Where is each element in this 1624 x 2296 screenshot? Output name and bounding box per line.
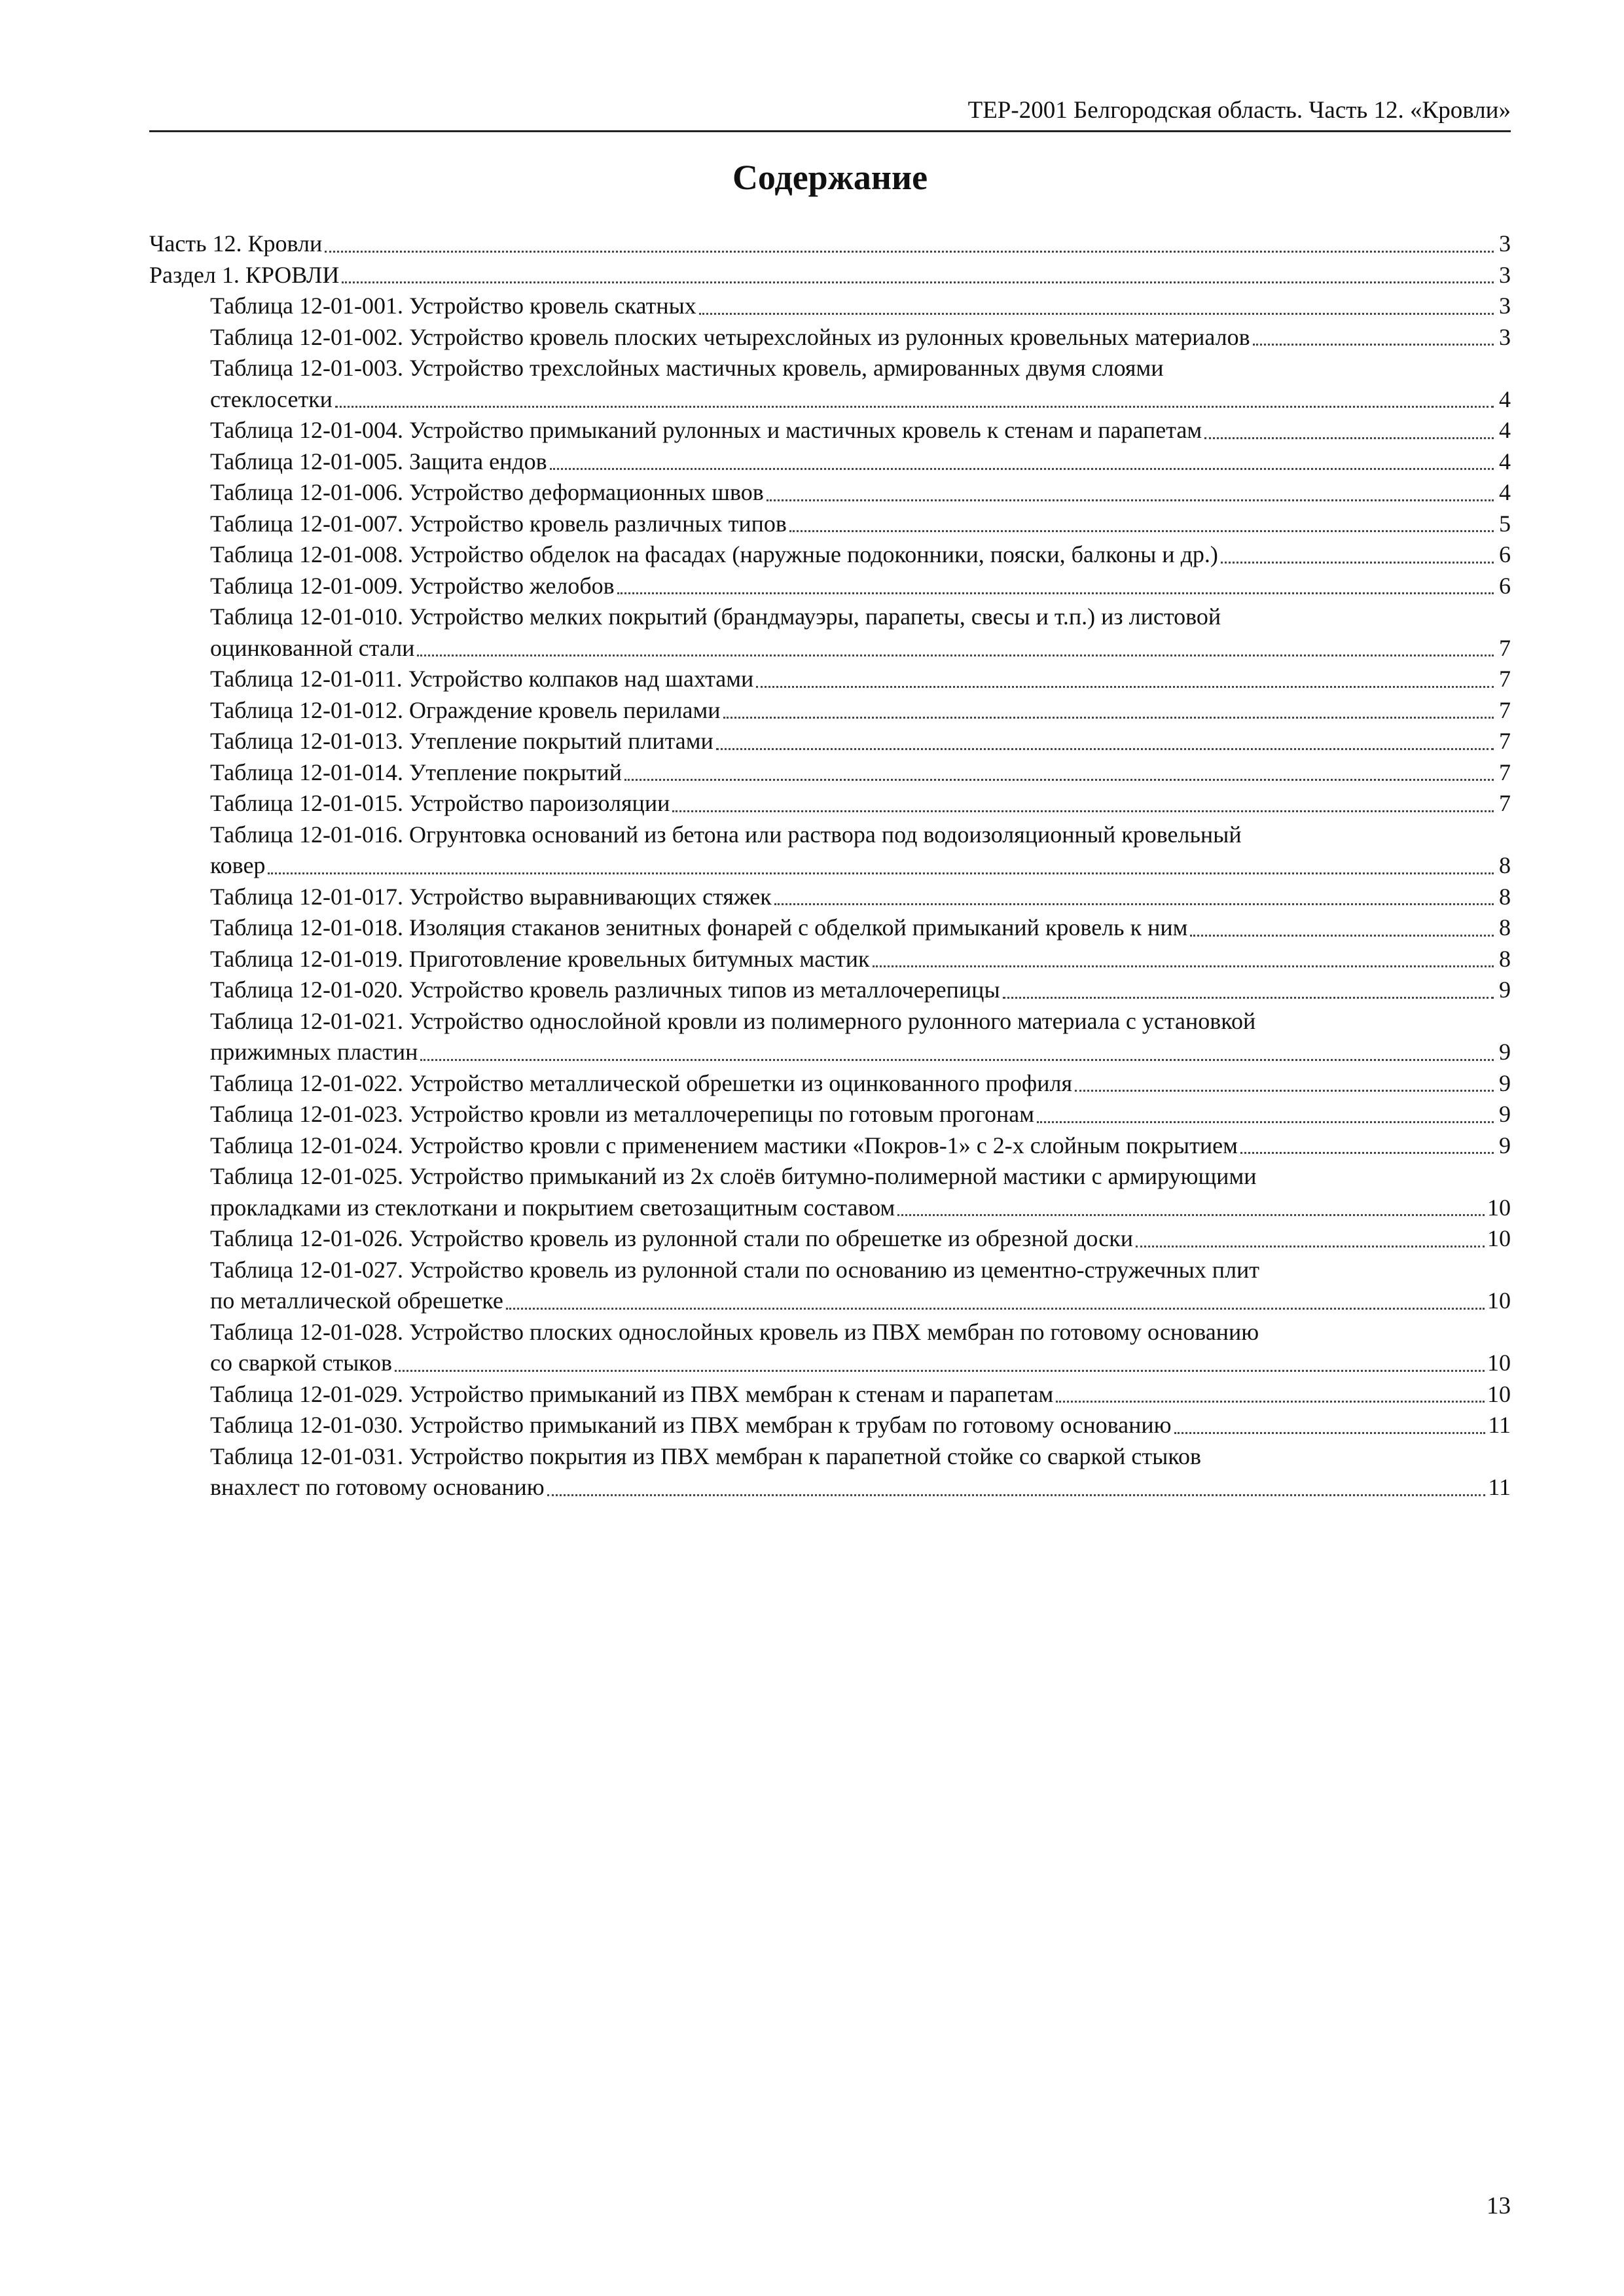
toc-page-number: 8 bbox=[1499, 914, 1511, 941]
toc-dot-leader bbox=[789, 530, 1494, 532]
toc-entry[interactable] bbox=[149, 446, 1511, 478]
toc-entry-text: стеклосетки bbox=[210, 386, 333, 412]
toc-entry[interactable] bbox=[149, 415, 1511, 446]
toc-dot-leader bbox=[395, 1370, 1485, 1372]
toc-entry[interactable] bbox=[149, 509, 1511, 540]
toc-entry[interactable] bbox=[149, 1006, 1511, 1068]
toc-page-number: 7 bbox=[1499, 790, 1511, 816]
toc-entry-text-line: Таблица 12-01-031. Устройство покрытия из ПВХ мембран к парапетной стойке со сваркой стыков bbox=[210, 1443, 1201, 1469]
toc-page-number: 5 bbox=[1499, 510, 1511, 537]
toc-page-number: 10 bbox=[1487, 1350, 1511, 1376]
toc-page-number: 6 bbox=[1499, 541, 1511, 567]
toc-dot-leader bbox=[506, 1308, 1485, 1310]
toc-entry-text: Таблица 12-01-012. Ограждение кровель перилами bbox=[210, 696, 721, 723]
toc-dot-leader bbox=[617, 592, 1494, 594]
toc-entry-text: оцинкованной стали bbox=[210, 634, 415, 661]
toc-dot-leader bbox=[723, 717, 1494, 719]
toc-entry-text-line: Таблица 12-01-010. Устройство мелких покрытий (брандмауэры, парапеты, свесы и т.п.) из листовой bbox=[210, 603, 1221, 630]
toc-entry-text-line: Таблица 12-01-021. Устройство однослойной кровли из полимерного рулонного материала с установкой bbox=[210, 1007, 1256, 1034]
toc-page-number: 9 bbox=[1499, 1101, 1511, 1127]
toc-entry-text: со сваркой стыков bbox=[210, 1350, 392, 1376]
toc-dot-leader bbox=[268, 872, 1494, 874]
toc-entry-text: Таблица 12-01-020. Устройство кровель различных типов из металлочерепицы bbox=[210, 977, 1000, 1003]
toc-entry[interactable] bbox=[149, 975, 1511, 1006]
toc-entry-text: прокладками из стеклоткани и покрытием светозащитным составом bbox=[210, 1194, 895, 1221]
toc-dot-leader bbox=[1037, 1121, 1494, 1123]
page-title: Содержание bbox=[732, 158, 928, 197]
toc-page-number: 8 bbox=[1499, 852, 1511, 878]
toc-entry-text: внахлест по готовому основанию bbox=[210, 1474, 545, 1500]
toc-entry[interactable] bbox=[149, 260, 1511, 291]
toc-page-number: 8 bbox=[1499, 883, 1511, 910]
toc-entry[interactable] bbox=[149, 571, 1511, 602]
toc-dot-leader bbox=[1190, 935, 1494, 937]
toc-entry[interactable] bbox=[149, 477, 1511, 509]
toc-entry-text: Таблица 12-01-030. Устройство примыканий из ПВХ мембран к трубам по готовому основанию bbox=[210, 1412, 1172, 1438]
toc-dot-leader bbox=[335, 406, 1494, 408]
toc-dot-leader bbox=[1056, 1401, 1485, 1403]
toc-entry[interactable] bbox=[149, 1255, 1511, 1317]
toc-page-number: 7 bbox=[1499, 728, 1511, 754]
toc-entry-text: Таблица 12-01-023. Устройство кровли из металлочерепицы по готовым прогонам bbox=[210, 1101, 1035, 1127]
toc-entry-text: прижимных пластин bbox=[210, 1039, 418, 1065]
toc-dot-leader bbox=[342, 281, 1494, 283]
toc-dot-leader bbox=[1253, 344, 1494, 346]
toc-entry-text: Таблица 12-01-001. Устройство кровель скатных bbox=[210, 293, 696, 319]
toc-page-number: 4 bbox=[1499, 417, 1511, 443]
toc-entry[interactable] bbox=[149, 228, 1511, 260]
toc-entry-text: Таблица 12-01-026. Устройство кровель из рулонной стали по обрешетке из обрезной доски bbox=[210, 1225, 1133, 1251]
toc-entry[interactable] bbox=[149, 601, 1511, 664]
toc-dot-leader bbox=[716, 748, 1494, 750]
toc-entry[interactable] bbox=[149, 1099, 1511, 1130]
toc-dot-leader bbox=[1174, 1432, 1486, 1434]
toc-entry-text-line: Таблица 12-01-025. Устройство примыканий из 2х слоёв битумно-полимерной мастики с армирующими bbox=[210, 1163, 1257, 1189]
toc-dot-leader bbox=[1003, 997, 1494, 999]
toc-entry-text: ковер bbox=[210, 852, 266, 878]
toc-entry-text: Таблица 12-01-005. Защита ендов bbox=[210, 448, 547, 475]
toc-entry-text: Таблица 12-01-029. Устройство примыканий из ПВХ мембран к стенам и парапетам bbox=[210, 1380, 1054, 1407]
toc-dot-leader bbox=[672, 810, 1494, 812]
toc-page-number: 9 bbox=[1499, 977, 1511, 1003]
toc-dot-leader bbox=[767, 499, 1494, 501]
toc-page-number: 3 bbox=[1499, 261, 1511, 288]
toc-entry-text: Часть 12. Кровли bbox=[149, 230, 323, 257]
toc-dot-leader bbox=[756, 686, 1494, 688]
toc-entry[interactable] bbox=[149, 1379, 1511, 1410]
toc-entry-text: Таблица 12-01-014. Утепление покрытий bbox=[210, 759, 623, 785]
toc-entry[interactable] bbox=[149, 788, 1511, 819]
toc-dot-leader bbox=[897, 1214, 1485, 1216]
toc-page-number: 9 bbox=[1499, 1069, 1511, 1096]
toc-dot-leader bbox=[1240, 1152, 1494, 1154]
toc-page-number: 4 bbox=[1499, 479, 1511, 505]
running-header: ТЕР-2001 Белгородская область. Часть 12. «Кровли» bbox=[967, 97, 1511, 124]
toc-dot-leader bbox=[873, 965, 1494, 967]
toc-dot-leader bbox=[1075, 1090, 1494, 1092]
toc-entry[interactable] bbox=[149, 1130, 1511, 1162]
toc-entry-text: Таблица 12-01-019. Приготовление кровельных битумных мастик bbox=[210, 945, 870, 972]
toc-dot-leader bbox=[624, 779, 1494, 781]
toc-page-number: 7 bbox=[1499, 634, 1511, 661]
toc-dot-leader bbox=[547, 1494, 1486, 1496]
toc-dot-leader bbox=[774, 903, 1494, 905]
toc-page-number: 4 bbox=[1499, 448, 1511, 475]
toc-entry-text: Таблица 12-01-015. Устройство пароизоляции bbox=[210, 790, 670, 816]
toc-page-number: 3 bbox=[1499, 323, 1511, 350]
toc-entry[interactable] bbox=[149, 1223, 1511, 1255]
toc-dot-leader bbox=[1136, 1246, 1485, 1247]
toc-page-number: 6 bbox=[1499, 572, 1511, 599]
toc-entry-text: Таблица 12-01-004. Устройство примыканий рулонных и мастичных кровель к стенам и парапетам bbox=[210, 417, 1202, 443]
toc-page-number: 3 bbox=[1499, 293, 1511, 319]
toc-entry[interactable] bbox=[149, 539, 1511, 571]
toc-entry-text: Таблица 12-01-024. Устройство кровли с применением мастики «Покров-1» с 2-х слойным покрытием bbox=[210, 1132, 1238, 1158]
toc-dot-leader bbox=[550, 468, 1494, 470]
toc-dot-leader bbox=[417, 655, 1494, 656]
toc-page-number: 11 bbox=[1488, 1474, 1511, 1500]
toc-entry-text-line: Таблица 12-01-027. Устройство кровель из рулонной стали по основанию из цементно-стружечных плит bbox=[210, 1256, 1260, 1283]
header-divider bbox=[149, 130, 1511, 132]
toc-entry[interactable] bbox=[149, 912, 1511, 944]
toc-entry[interactable] bbox=[149, 1161, 1511, 1223]
toc-entry[interactable] bbox=[149, 1068, 1511, 1100]
toc-entry-text: по металлической обрешетке bbox=[210, 1287, 503, 1314]
toc-page-number: 10 bbox=[1487, 1380, 1511, 1407]
toc-entry-text: Таблица 12-01-002. Устройство кровель плоских четырехслойных из рулонных кровельных материалов bbox=[210, 323, 1250, 350]
toc-page-number: 10 bbox=[1487, 1225, 1511, 1251]
toc-entry-text: Таблица 12-01-022. Устройство металлической обрешетки из оцинкованного профиля bbox=[210, 1069, 1073, 1096]
toc-page-number: 10 bbox=[1487, 1194, 1511, 1221]
toc-entry[interactable] bbox=[149, 664, 1511, 695]
toc-entry-text: Таблица 12-01-018. Изоляция стаканов зенитных фонарей с обделкой примыканий кровель к ним bbox=[210, 914, 1188, 941]
toc-page-number: 10 bbox=[1487, 1287, 1511, 1314]
toc-entry-text-line: Таблица 12-01-028. Устройство плоских однослойных кровель из ПВХ мембран по готовому основанию bbox=[210, 1318, 1259, 1345]
toc-page-number: 11 bbox=[1488, 1412, 1511, 1438]
toc-dot-leader bbox=[325, 251, 1494, 253]
toc-entry-text: Таблица 12-01-007. Устройство кровель различных типов bbox=[210, 510, 787, 537]
toc-entry-text: Раздел 1. КРОВЛИ bbox=[149, 261, 340, 288]
toc-entry[interactable] bbox=[149, 1410, 1511, 1441]
page-number: 13 bbox=[1487, 2193, 1511, 2219]
toc-entry[interactable] bbox=[149, 726, 1511, 757]
toc-entry[interactable] bbox=[149, 291, 1511, 322]
toc-entry-text: Таблица 12-01-013. Утепление покрытий плитами bbox=[210, 728, 713, 754]
toc-entry-text-line: Таблица 12-01-016. Огрунтовка оснований из бетона или раствора под водоизоляционный кровельный bbox=[210, 821, 1242, 848]
toc-page-number: 7 bbox=[1499, 666, 1511, 692]
toc-entry-text: Таблица 12-01-008. Устройство обделок на фасадах (наружные подоконники, пояски, балконы и др.) bbox=[210, 541, 1218, 567]
toc-entry[interactable] bbox=[149, 695, 1511, 726]
toc-page-number: 7 bbox=[1499, 696, 1511, 723]
toc-entry-text: Таблица 12-01-006. Устройство деформационных швов bbox=[210, 479, 764, 505]
toc-entry[interactable] bbox=[149, 1317, 1511, 1379]
toc-dot-leader bbox=[1221, 562, 1494, 564]
toc-page-number: 4 bbox=[1499, 386, 1511, 412]
toc-entry-text: Таблица 12-01-017. Устройство выравнивающих стяжек bbox=[210, 883, 772, 910]
toc-page-number: 9 bbox=[1499, 1132, 1511, 1158]
toc-entry[interactable] bbox=[149, 882, 1511, 913]
toc-page-number: 9 bbox=[1499, 1039, 1511, 1065]
toc-page-number: 8 bbox=[1499, 945, 1511, 972]
toc-entry[interactable] bbox=[149, 353, 1511, 415]
toc-page-number: 7 bbox=[1499, 759, 1511, 785]
toc-entry[interactable] bbox=[149, 322, 1511, 353]
toc-entry-text-line: Таблица 12-01-003. Устройство трехслойных мастичных кровель, армированных двумя слоями bbox=[210, 355, 1164, 381]
toc-dot-leader bbox=[1204, 437, 1494, 439]
toc-entry-text: Таблица 12-01-009. Устройство желобов bbox=[210, 572, 615, 599]
toc-entry[interactable] bbox=[149, 819, 1511, 882]
table-of-contents bbox=[149, 228, 1511, 1503]
toc-dot-leader bbox=[699, 313, 1494, 315]
toc-entry[interactable] bbox=[149, 757, 1511, 789]
toc-page-number: 3 bbox=[1499, 230, 1511, 257]
toc-entry[interactable] bbox=[149, 944, 1511, 975]
toc-dot-leader bbox=[420, 1059, 1494, 1061]
toc-entry-text: Таблица 12-01-011. Устройство колпаков над шахтами bbox=[210, 666, 754, 692]
toc-entry[interactable] bbox=[149, 1441, 1511, 1503]
